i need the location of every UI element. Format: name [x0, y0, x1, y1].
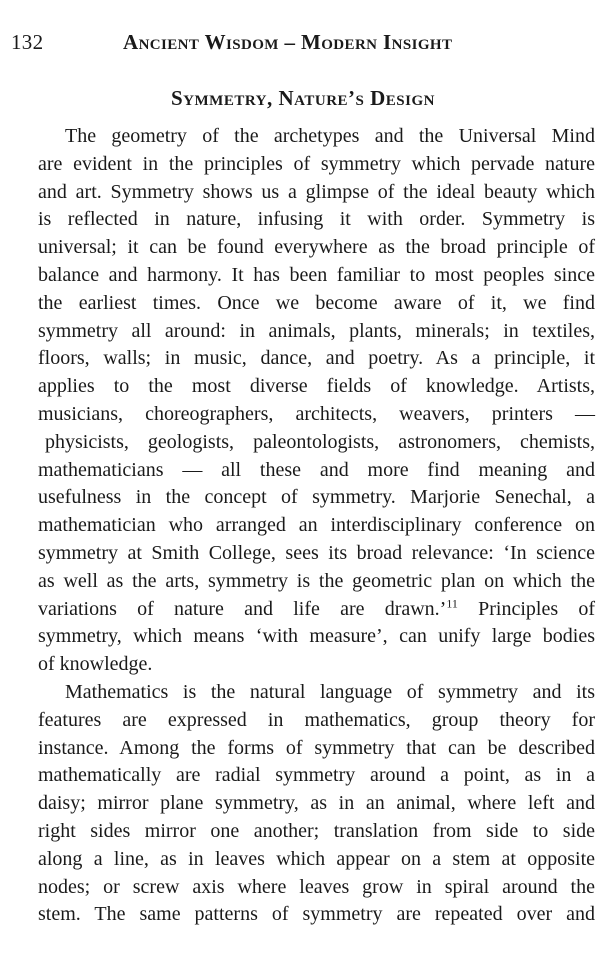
text-line: usefulness in the concept of symmetry. Marjorie Senechal, a	[38, 486, 595, 509]
text-line: Mathematics is the natural language of symmetry and its	[65, 680, 595, 703]
text-line: along a line, as in leaves which appear on a stem at opposite	[38, 847, 595, 870]
text-line: symmetry all around: in animals, plants, minerals; in textiles,	[38, 319, 595, 342]
paragraph-1	[11, 123, 595, 679]
text-line: balance and harmony. It has been familiar to most peoples since	[38, 263, 595, 286]
text-line: universal; it can be found everywhere as the broad principle of	[38, 236, 595, 259]
text-line: symmetry, which means ‘with measure’, can unify large bodies	[38, 625, 595, 648]
line-tail: Principles of	[478, 597, 596, 620]
text-line: as well as the arts, symmetry is the geometric plan on which the	[38, 569, 595, 592]
text-line: features are expressed in mathematics, group theory for	[38, 708, 595, 731]
text-line: floors, walls; in music, dance, and poetry. As a principle, it	[38, 347, 595, 370]
running-head	[11, 30, 595, 60]
section-heading: Symmetry, Nature’s Design	[171, 86, 435, 110]
text-line: are evident in the principles of symmetry which pervade nature	[38, 152, 595, 175]
footnote-reference[interactable]: 11	[446, 595, 458, 610]
text-line: the earliest times. Once we become aware of it, we find	[38, 291, 595, 314]
text-line: The geometry of the archetypes and the Universal Mind	[65, 125, 595, 147]
paragraph-2	[11, 679, 595, 929]
text-line: mathematically are radial symmetry around a point, as in a	[38, 764, 595, 787]
book-page	[11, 0, 595, 957]
text-line: daisy; mirror plane symmetry, as in an animal, where left and	[38, 792, 595, 815]
text-line: physicists, geologists, paleontologists, astronomers, chemists,	[45, 430, 595, 453]
text-line: nodes; or screw axis where leaves grow in spiral around the	[38, 875, 595, 898]
quote-end: variations of nature and life are drawn.’	[38, 597, 447, 620]
text-line: and art. Symmetry shows us a glimpse of the ideal beauty which	[38, 180, 595, 203]
body-text	[11, 123, 595, 929]
text-line: musicians, choreographers, architects, weavers, printers —	[38, 402, 595, 425]
text-line: stem. The same patterns of symmetry are repeated over and	[38, 903, 595, 926]
text-line: instance. Among the forms of symmetry that can be described	[38, 736, 595, 759]
text-line: mathematician who arranged an interdisciplinary conference on	[38, 514, 595, 537]
text-line-with-footnote	[11, 596, 595, 624]
text-line: is reflected in nature, infusing it with order. Symmetry is	[38, 208, 595, 231]
text-line: symmetry at Smith College, sees its broad relevance: ‘In science	[38, 541, 595, 564]
text-line: of knowledge.	[38, 653, 153, 676]
text-line: right sides mirror one another; translation from side to side	[38, 819, 595, 842]
text-line: mathematicians — all these and more find meaning and	[38, 458, 595, 481]
text-line: applies to the most diverse fields of knowledge. Artists,	[38, 375, 595, 398]
page-number: 132	[11, 30, 44, 54]
book-title: Ancient Wisdom – Modern Insight	[123, 30, 453, 54]
